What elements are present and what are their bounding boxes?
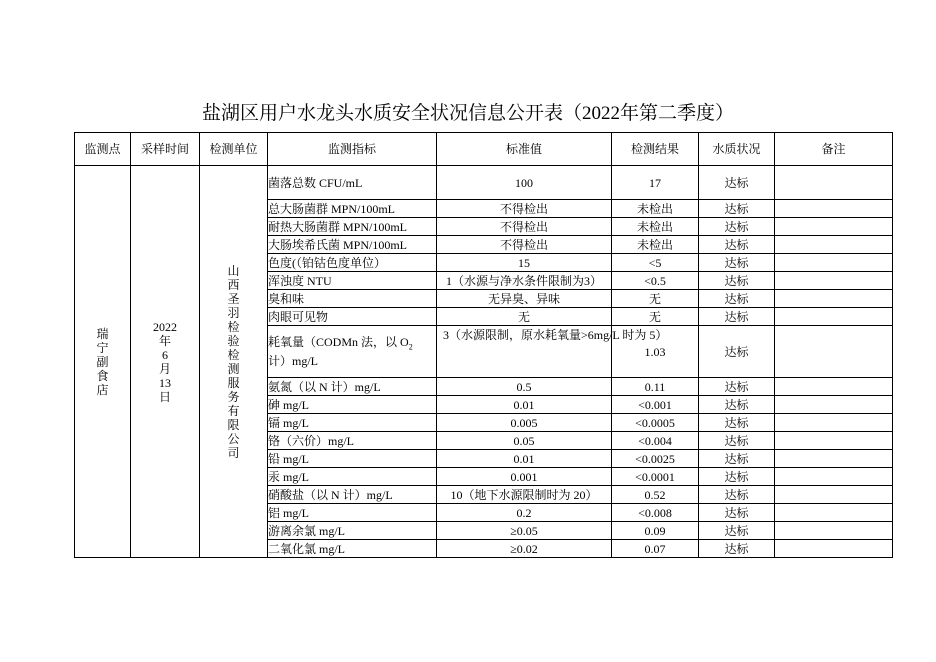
- status-cell: 达标: [699, 540, 775, 558]
- note-cell: [775, 486, 893, 504]
- status-cell: 达标: [699, 378, 775, 396]
- note-cell: [775, 308, 893, 326]
- standard-cell: 0.01: [437, 396, 612, 414]
- standard-cell: 0.005: [437, 414, 612, 432]
- header-result: 检测结果: [612, 133, 699, 166]
- note-cell: [775, 450, 893, 468]
- status-cell: 达标: [699, 432, 775, 450]
- note-cell: [775, 432, 893, 450]
- standard-cell: 不得检出: [437, 218, 612, 236]
- standard-cell: 0.05: [437, 432, 612, 450]
- water-quality-table: [74, 132, 893, 558]
- result-cell: 无: [612, 308, 699, 326]
- result-cell: <0.001: [612, 396, 699, 414]
- note-cell: [775, 254, 893, 272]
- note-cell: [775, 272, 893, 290]
- status-cell: 达标: [699, 254, 775, 272]
- header-status: 水质状况: [699, 133, 775, 166]
- standard-cell: 0.001: [437, 468, 612, 486]
- page-title: 盐湖区用户水龙头水质安全状况信息公开表（2022年第二季度）: [201, 103, 734, 124]
- indicator-cell: 铝 mg/L: [268, 504, 437, 522]
- standard-cell: 不得检出: [437, 236, 612, 254]
- indicator-cell: 铅 mg/L: [268, 450, 437, 468]
- result-cell: 未检出: [612, 200, 699, 218]
- result-cell: 17: [612, 166, 699, 200]
- note-cell: [775, 166, 893, 200]
- note-cell: [775, 414, 893, 432]
- indicator-cell: 汞 mg/L: [268, 468, 437, 486]
- note-cell: [775, 396, 893, 414]
- status-cell: 达标: [699, 218, 775, 236]
- indicator-cell: 二氧化氯 mg/L: [268, 540, 437, 558]
- note-cell: [775, 200, 893, 218]
- status-cell: 达标: [699, 326, 775, 378]
- result-cell: <0.008: [612, 504, 699, 522]
- status-cell: 达标: [699, 166, 775, 200]
- status-cell: 达标: [699, 504, 775, 522]
- header-standard: 标准值: [437, 133, 612, 166]
- result-cell: <0.0001: [612, 468, 699, 486]
- status-cell: 达标: [699, 200, 775, 218]
- header-indicator: 监测指标: [268, 133, 437, 166]
- note-cell: [775, 218, 893, 236]
- indicator-cell: 臭和味: [268, 290, 437, 308]
- note-cell: [775, 522, 893, 540]
- status-cell: 达标: [699, 308, 775, 326]
- header-unit: 检测单位: [200, 133, 268, 166]
- standard-cell: 0.2: [437, 504, 612, 522]
- result-cell: 1.03: [612, 326, 699, 378]
- indicator-cell: 菌落总数 CFU/mL: [268, 166, 437, 200]
- indicator-cell: 游离余氯 mg/L: [268, 522, 437, 540]
- result-cell: 未检出: [612, 236, 699, 254]
- header-point: 监测点: [75, 133, 131, 166]
- monitoring-point-cell: 瑞 宁 副 食 店: [75, 166, 131, 558]
- note-cell: [775, 504, 893, 522]
- standard-cell: 不得检出: [437, 200, 612, 218]
- result-cell: 0.11: [612, 378, 699, 396]
- indicator-cell: 总大肠菌群 MPN/100mL: [268, 200, 437, 218]
- standard-cell: 1（水源与净水条件限制为3）: [437, 272, 612, 290]
- result-cell: <0.0005: [612, 414, 699, 432]
- table-row: [75, 166, 893, 200]
- status-cell: 达标: [699, 236, 775, 254]
- note-cell: [775, 378, 893, 396]
- indicator-cell: 肉眼可见物: [268, 308, 437, 326]
- status-cell: 达标: [699, 486, 775, 504]
- indicator-cell: 大肠埃希氏菌 MPN/100mL: [268, 236, 437, 254]
- standard-cell: 3（水源限制，原水耗氧量>6mg/L 时为 5）: [437, 326, 612, 378]
- standard-cell: 无: [437, 308, 612, 326]
- result-cell: 0.07: [612, 540, 699, 558]
- indicator-cell: 色度(（铂钴色度单位）: [268, 254, 437, 272]
- standard-cell: 100: [437, 166, 612, 200]
- indicator-cell: 耗氧量（CODMn 法，以 $O_2$ 计）mg/L: [268, 326, 437, 378]
- result-cell: 无: [612, 290, 699, 308]
- status-cell: 达标: [699, 450, 775, 468]
- indicator-cell: 硝酸盐（以 N 计）mg/L: [268, 486, 437, 504]
- standard-cell: 10（地下水源限制时为 20）: [437, 486, 612, 504]
- result-cell: <0.5: [612, 272, 699, 290]
- indicator-cell: 氨氮（以 N 计）mg/L: [268, 378, 437, 396]
- result-cell: <5: [612, 254, 699, 272]
- indicator-cell: 耐热大肠菌群 MPN/100mL: [268, 218, 437, 236]
- indicator-cell: 铬（六价）mg/L: [268, 432, 437, 450]
- note-cell: [775, 290, 893, 308]
- note-cell: [775, 468, 893, 486]
- status-cell: 达标: [699, 272, 775, 290]
- indicator-cell: 浑浊度 NTU: [268, 272, 437, 290]
- standard-cell: 0.01: [437, 450, 612, 468]
- standard-cell: 0.5: [437, 378, 612, 396]
- result-cell: 0.52: [612, 486, 699, 504]
- note-cell: [775, 326, 893, 378]
- standard-cell: ≥0.05: [437, 522, 612, 540]
- status-cell: 达标: [699, 468, 775, 486]
- note-cell: [775, 540, 893, 558]
- testing-unit-cell: 山 西 圣 羽 检 验 检 测 服 务 有 限 公 司: [200, 166, 268, 558]
- note-cell: [775, 236, 893, 254]
- status-cell: 达标: [699, 522, 775, 540]
- header-note: 备注: [775, 133, 893, 166]
- result-cell: 0.09: [612, 522, 699, 540]
- standard-cell: 15: [437, 254, 612, 272]
- sampling-time-cell: 2022 年 6 月 13 日: [131, 166, 200, 558]
- status-cell: 达标: [699, 290, 775, 308]
- status-cell: 达标: [699, 396, 775, 414]
- indicator-cell: 砷 mg/L: [268, 396, 437, 414]
- result-cell: <0.004: [612, 432, 699, 450]
- result-cell: 未检出: [612, 218, 699, 236]
- indicator-cell: 镉 mg/L: [268, 414, 437, 432]
- standard-cell: ≥0.02: [437, 540, 612, 558]
- result-cell: <0.0025: [612, 450, 699, 468]
- standard-cell: 无异臭、异味: [437, 290, 612, 308]
- header-row: [75, 133, 893, 166]
- header-time: 采样时间: [131, 133, 200, 166]
- status-cell: 达标: [699, 414, 775, 432]
